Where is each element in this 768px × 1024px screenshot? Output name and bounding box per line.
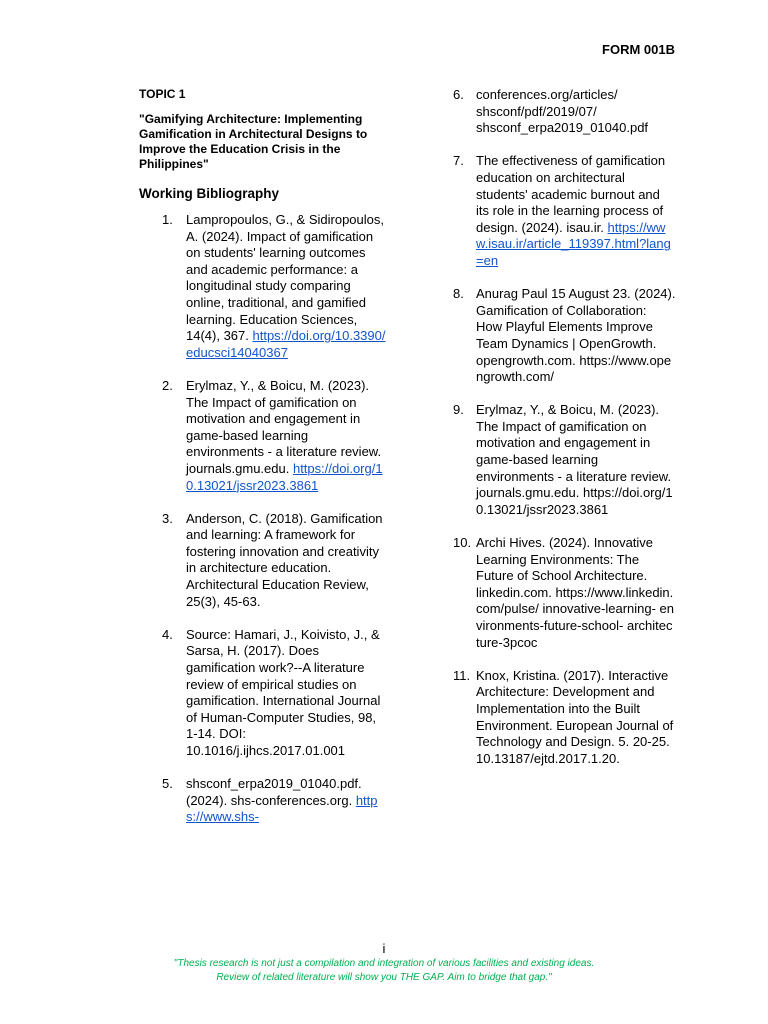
entry-number: 10. <box>453 535 472 551</box>
bibliography-entry-4 <box>139 627 389 760</box>
entry-text: Anderson, C. (2018). Gamification and learning: A framework for fostering innovation and creativity in architecture education. Architectural Education Review, 25(3), 45-63. <box>186 510 383 609</box>
bibliography-entry-8 <box>453 286 683 386</box>
entry-number: 2. <box>162 377 173 393</box>
entry-text: Archi Hives. (2024). Innovative Learning Environments: The Future of School Architecture. linkedin.com. <box>476 535 654 600</box>
right-column <box>453 87 683 767</box>
bibliography-entry-10 <box>453 535 683 651</box>
entry-text: shsconf_erpa2019_01040.pdf. (2024). shs-conferences.org. <box>186 776 362 808</box>
entry-number: 5. <box>162 776 173 792</box>
entry-number: 4. <box>162 626 173 642</box>
entry-text: Erylmaz, Y., & Boicu, M. (2023). The Impact of gamification on motivation and engagement in game-based learning environments - a literature review. journals.gmu.edu. <box>476 402 672 501</box>
entry-link[interactable]: https://www.shs- <box>186 792 378 825</box>
entry-number: 9. <box>453 402 464 418</box>
entry-url: https://www.linkedin.com/pulse/ innovative-learning- environments-future-school- architecture-3pcoc <box>476 584 674 650</box>
entry-text: Source: Hamari, J., Koivisto, J., & Sarsa, H. (2017). Does gamification work?--A literature review of empirical studies on gamification. International Journal of Human-Computer Studies, 98, 1-14. DOI: 10.1016/j.ijhcs.2017.01.001 <box>186 626 381 758</box>
bibliography-entry-2 <box>139 378 389 494</box>
bibliography-heading: Working Bibliography <box>139 186 280 201</box>
entry-number: 7. <box>453 153 464 169</box>
bibliography-entry-1 <box>139 212 389 361</box>
entry-text: Erylmaz, Y., & Boicu, M. (2023). The Impact of gamification on motivation and engagement in game-based learning environments - a literature review. journals.gmu.edu. <box>186 377 382 476</box>
entry-number: 1. <box>162 212 173 227</box>
footer-quote-line-2: Review of related literature will show you THE GAP. Aim to bridge that gap." <box>216 971 552 983</box>
entry-number: 11. <box>453 667 471 683</box>
entry-number: 3. <box>162 510 173 526</box>
bibliography-entry-5 <box>139 776 389 826</box>
footer-quote-line-1: "Thesis research is not just a compilation and integration of various facilities and existing ideas. <box>173 958 595 969</box>
topic-title: "Gamifying Architecture: Implementing Gamification in Architectural Designs to Improve the Education Crisis in the Philippines" <box>139 112 368 171</box>
bibliography-entry-7 <box>453 153 683 269</box>
bibliography-entry-9 <box>453 402 683 518</box>
topic-label: TOPIC 1 <box>139 87 186 101</box>
entry-text: Anurag Paul 15 August 23. (2024). Gamification of Collaboration: How Playful Elements Improve Team Dynamics | OpenGrowth. opengrowth.com. <box>476 286 676 368</box>
left-column <box>139 87 389 826</box>
entry-text: The effectiveness of gamification education on architectural students' academic burnout and its role in the learning process of design. (2024). isau.ir. <box>476 153 666 235</box>
entry-url: https://doi.org/10.13021/jssr2023.3861 <box>476 485 673 517</box>
entry-url: https://www.opengrowth.com/ <box>476 352 672 385</box>
entry-link[interactable]: https://doi.org/10.3390/educsci14040367 <box>186 328 386 360</box>
entry-text: Knox, Kristina. (2017). Interactive Architecture: Development and Implementation into the Built Environment. European Journal of Technology and Design. 5. 20-25. 10.13187/ejtd.2017.1.20. <box>476 667 674 766</box>
bibliography-entry-11 <box>453 668 683 768</box>
entry-number: 6. <box>453 87 464 102</box>
entry-link[interactable]: https://www.isau.ir/article_119397.html?lang=en <box>476 219 671 268</box>
page-number: i <box>382 941 386 956</box>
form-code: FORM 001B <box>602 42 675 57</box>
entry-text: conferences.org/articles/ shsconf/pdf/2019/07/ shsconf_erpa2019_01040.pdf <box>476 87 649 136</box>
entry-link[interactable]: https://doi.org/10.13021/jssr2023.3861 <box>186 460 383 493</box>
footer-quote <box>0 957 768 984</box>
bibliography-entry-3 <box>139 511 389 611</box>
bibliography-entry-6 <box>453 87 683 137</box>
entry-number: 8. <box>453 286 464 302</box>
entry-text: Lampropoulos, G., & Sidiropoulos, A. (2024). Impact of gamification on students' learning outcomes and academic performance: a longitudinal study comparing online, traditional, and gamified learning. Education Sciences, 14(4), 367. <box>186 212 384 344</box>
